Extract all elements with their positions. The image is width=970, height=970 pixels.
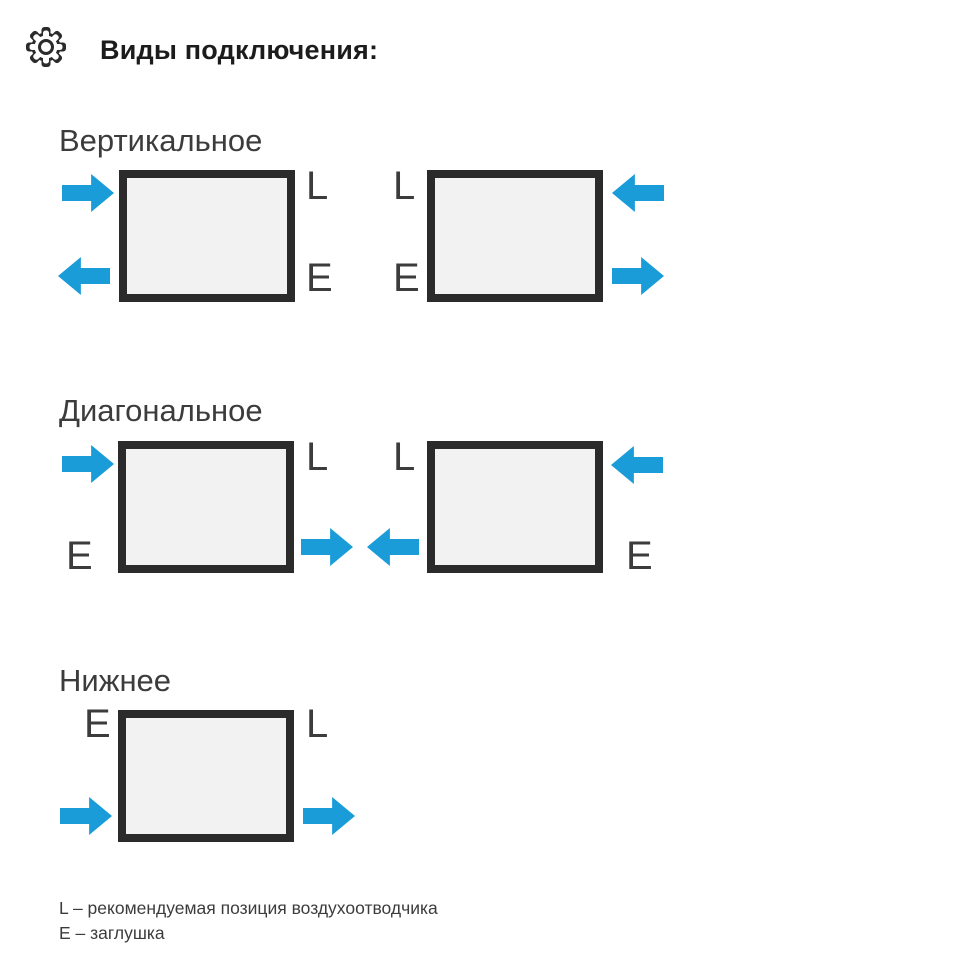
inflow-arrow-icon (60, 797, 112, 835)
outflow-arrow-icon (301, 528, 353, 566)
plug-label: E (84, 702, 111, 746)
gear-icon (26, 27, 66, 67)
air-vent-label: L (306, 164, 329, 208)
air-vent-label: L (306, 702, 329, 746)
radiator-box (427, 441, 603, 573)
inflow-arrow-icon (62, 445, 114, 483)
plug-label: E (393, 256, 420, 300)
outflow-arrow-icon (612, 257, 664, 295)
radiator-box (118, 710, 294, 842)
air-vent-label: L (306, 435, 329, 479)
air-vent-label: L (393, 435, 416, 479)
radiator-box (119, 170, 295, 302)
outflow-arrow-icon (58, 257, 110, 295)
inflow-arrow-icon (62, 174, 114, 212)
plug-label: E (626, 534, 653, 578)
legend-air-vent: L – рекомендуемая позиция воздухоотводчика (59, 898, 438, 918)
outflow-arrow-icon (303, 797, 355, 835)
page-title: Виды подключения: (100, 35, 379, 65)
plug-label: E (306, 256, 333, 300)
legend (59, 896, 438, 946)
inflow-arrow-icon (612, 174, 664, 212)
section-title: Вертикальное (59, 123, 263, 158)
radiator-box (118, 441, 294, 573)
radiator-box (427, 170, 603, 302)
legend-plug: E – заглушка (59, 923, 165, 943)
inflow-arrow-icon (611, 446, 663, 484)
plug-label: E (66, 534, 93, 578)
section-title: Нижнее (59, 663, 172, 698)
section-title: Диагональное (59, 393, 263, 428)
outflow-arrow-icon (367, 528, 419, 566)
air-vent-label: L (393, 164, 416, 208)
